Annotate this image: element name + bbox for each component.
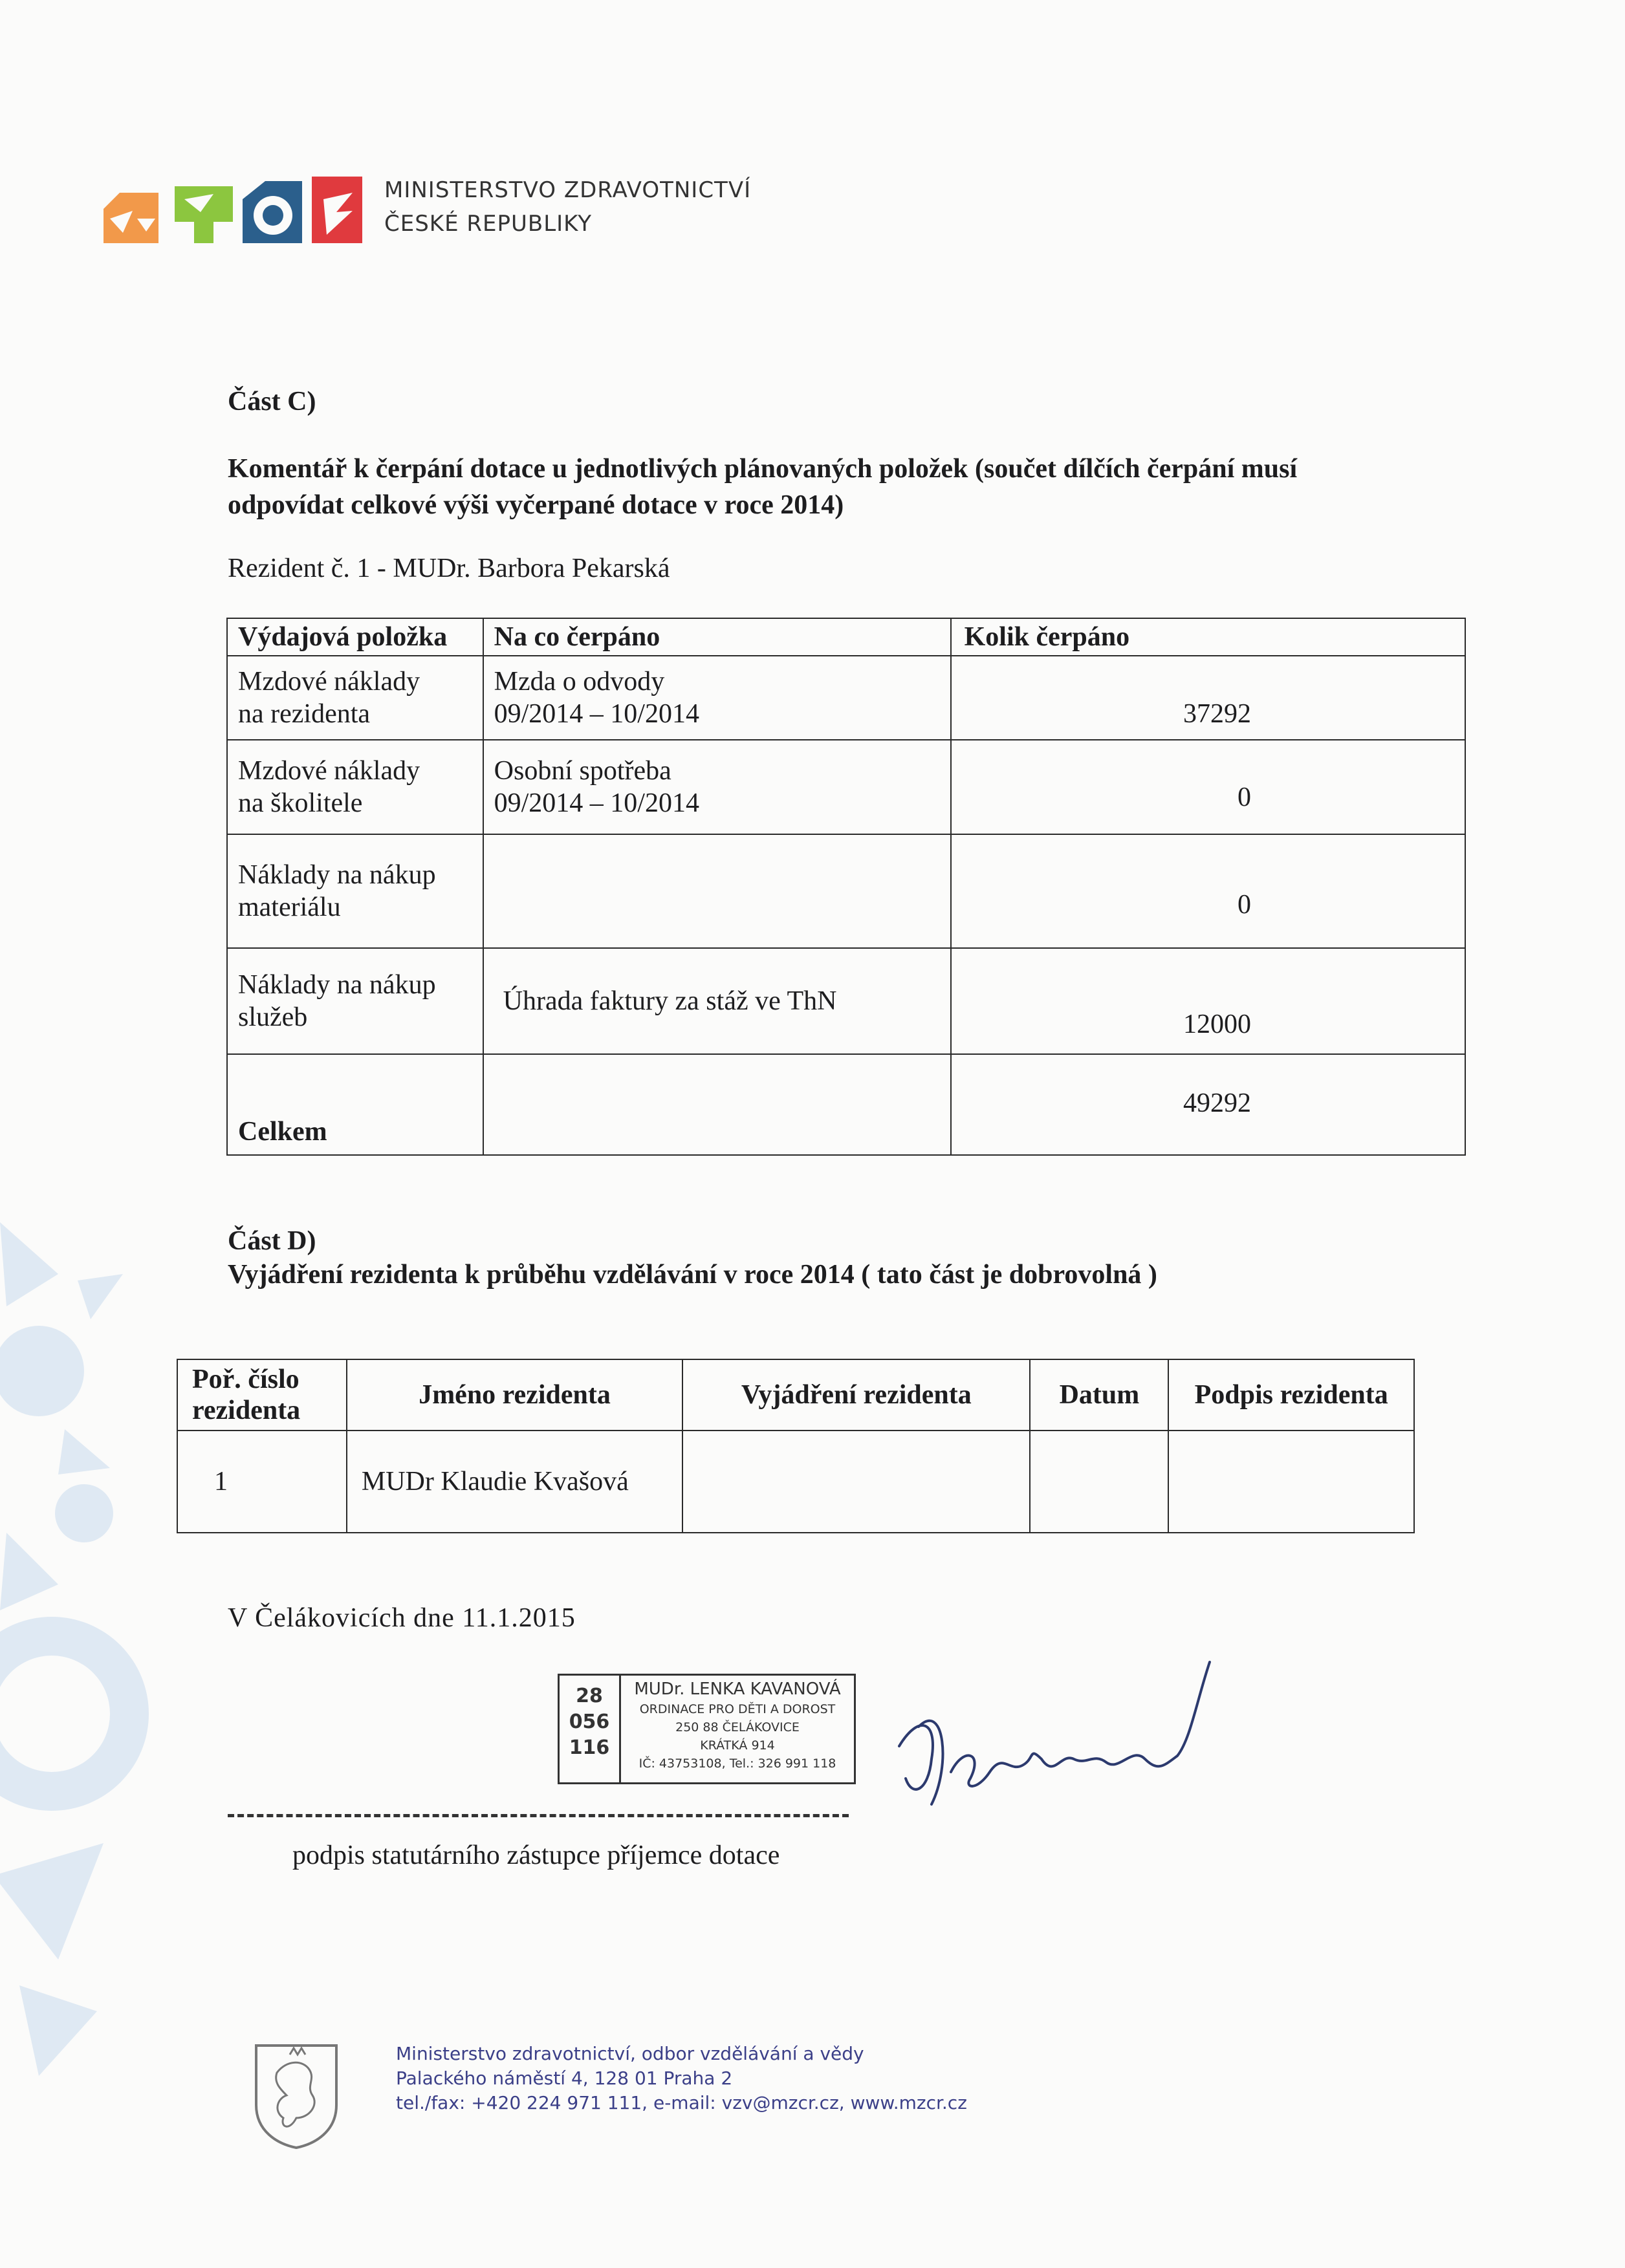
place-and-date: V Čelákovicích dne 11.1.2015 <box>228 1603 576 1633</box>
resident-signature-cell <box>1168 1431 1414 1533</box>
footer-line-1: Ministerstvo zdravotnictví, odbor vzdělávání a vědy <box>396 2043 864 2064</box>
stamp-code-1: 28 <box>576 1685 603 1707</box>
expense-item-cell <box>227 834 483 948</box>
part-d-subtitle: Vyjádření rezidenta k průběhu vzdělávání v roce 2014 ( tato část je dobrovolná ) <box>228 1260 1157 1290</box>
what-spent-line1: Osobní spotřeba <box>494 756 671 786</box>
header-what-spent: Na co čerpáno <box>483 618 951 656</box>
expense-item-line2: na rezidenta <box>238 699 371 729</box>
doctor-stamp <box>558 1674 856 1784</box>
amount-cell: 0 <box>951 740 1465 834</box>
what-spent-cell <box>483 740 951 834</box>
what-spent-cell <box>483 834 951 948</box>
header-resident-name: Jméno rezidenta <box>347 1359 682 1431</box>
ministry-name <box>384 173 751 241</box>
total-label: Celkem <box>227 1054 483 1155</box>
header-resident-signature: Podpis rezidenta <box>1168 1359 1414 1431</box>
stamp-line-1: MUDr. LENKA KAVANOVÁ <box>634 1679 841 1699</box>
expense-table <box>226 618 1466 1156</box>
statement-table-header <box>177 1359 1414 1431</box>
resident-name-cell: MUDr Klaudie Kvašová <box>347 1431 682 1533</box>
expense-item-line1: Mzdové náklady <box>238 756 420 786</box>
expense-item-cell <box>227 948 483 1054</box>
header-resident-statement: Vyjádření rezidenta <box>682 1359 1030 1431</box>
expense-item-line2: materiálu <box>238 892 341 922</box>
what-spent-line1: Mzda o odvody <box>494 667 665 697</box>
footer-line-2: Palackého náměstí 4, 128 01 Praha 2 <box>396 2068 733 2089</box>
expense-item-cell <box>227 740 483 834</box>
table-total-row <box>227 1054 1465 1155</box>
what-spent-cell <box>483 656 951 740</box>
ministry-name-line1: MINISTERSTVO ZDRAVOTNICTVÍ <box>384 177 752 203</box>
total-empty-cell <box>483 1054 951 1155</box>
stamp-line-3: 250 88 ČELÁKOVICE <box>675 1720 800 1734</box>
what-spent-line2: 09/2014 – 10/2014 <box>494 699 699 729</box>
stamp-code-2: 056 <box>569 1711 610 1733</box>
part-c-comment <box>228 451 1297 523</box>
date-cell <box>1030 1431 1168 1533</box>
stamp-line-5: IČ: 43753108, Tel.: 326 991 118 <box>638 1756 836 1771</box>
amount-cell: 0 <box>951 834 1465 948</box>
table-row <box>177 1431 1414 1533</box>
amount-cell: 37292 <box>951 656 1465 740</box>
table-row <box>227 948 1465 1054</box>
stamp-line-2: ORDINACE PRO DĚTI A DOROST <box>639 1702 836 1716</box>
signature-line <box>228 1814 849 1817</box>
header-amount-spent: Kolik čerpáno <box>951 618 1465 656</box>
table-row <box>227 740 1465 834</box>
expense-item-line2: služeb <box>238 1002 308 1032</box>
table-row <box>227 834 1465 948</box>
expense-item-line1: Mzdové náklady <box>238 667 420 697</box>
expense-table-header <box>227 618 1465 656</box>
expense-item-cell <box>227 656 483 740</box>
resident-number-cell: 1 <box>177 1431 347 1533</box>
expense-item-line2: na školitele <box>238 788 363 818</box>
stamp-code-3: 116 <box>569 1736 610 1759</box>
header-expense-item: Výdajová položka <box>227 618 483 656</box>
amount-cell: 12000 <box>951 948 1465 1054</box>
resident-line: Rezident č. 1 - MUDr. Barbora Pekarská <box>228 554 670 583</box>
stamp-line-4: KRÁTKÁ 914 <box>700 1738 775 1753</box>
total-amount: 49292 <box>951 1054 1465 1155</box>
header-resident-number-line1: Poř. číslo <box>192 1365 300 1394</box>
ministry-name-line2: ČESKÉ REPUBLIKY <box>384 211 593 237</box>
ministry-logo-icon <box>104 173 362 244</box>
what-spent-line2: 09/2014 – 10/2014 <box>494 788 699 818</box>
ministry-footer <box>396 2042 967 2115</box>
resident-statement-table <box>177 1359 1415 1533</box>
expense-item-line1: Náklady na nákup <box>238 860 436 890</box>
header-date: Datum <box>1030 1359 1168 1431</box>
part-c-comment-line2: odpovídat celkové výši vyčerpané dotace v roce 2014) <box>228 490 844 520</box>
what-spent-cell: Úhrada faktury za stáž ve ThN <box>483 948 951 1054</box>
signature-caption: podpis statutárního zástupce příjemce dotace <box>292 1841 780 1870</box>
stamp-code-block <box>560 1676 621 1782</box>
part-d-title: Část D) <box>228 1226 316 1256</box>
header-resident-number-line2: rezidenta <box>192 1396 301 1425</box>
stamp-text-block <box>621 1676 854 1782</box>
header-resident-number <box>177 1359 347 1431</box>
expense-item-line1: Náklady na nákup <box>238 970 436 1000</box>
part-c-title: Část C) <box>228 387 316 416</box>
watermark-graphic-icon <box>0 1196 149 2089</box>
handwritten-signature-icon <box>893 1649 1216 1824</box>
footer-line-3: tel./fax: +420 224 971 111, e-mail: vzv@mzcr.cz, www.mzcr.cz <box>396 2092 967 2113</box>
part-c-comment-line1: Komentář k čerpání dotace u jednotlivých plánovaných položek (součet dílčích čerpání musí <box>228 454 1298 484</box>
resident-statement-cell <box>682 1431 1030 1533</box>
table-row <box>227 656 1465 740</box>
czech-coat-of-arms-icon <box>251 2040 342 2150</box>
